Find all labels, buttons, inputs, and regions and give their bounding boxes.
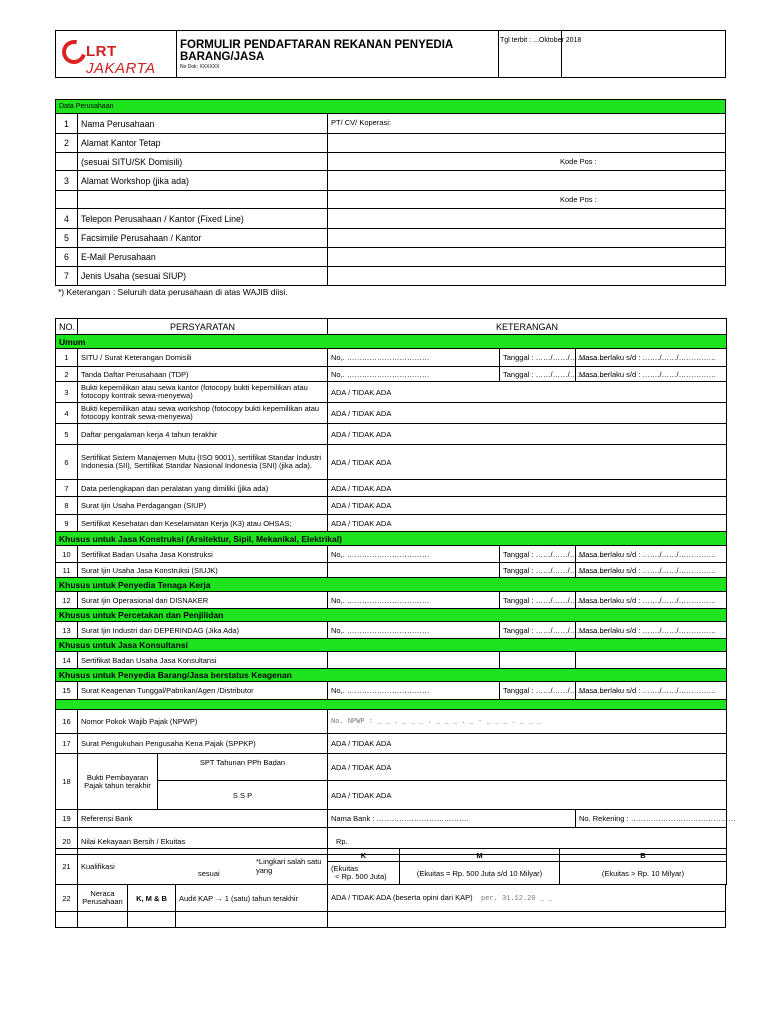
form-title: FORMULIR PENDAFTARAN REKANAN PENYEDIA BARANG/JASA bbox=[180, 39, 453, 63]
doc-number-field[interactable]: No,. …………………………… bbox=[328, 546, 500, 563]
req-row-5: 5 Daftar pengalaman kerja 4 tahun terakhir ADA / TIDAK ADA bbox=[56, 424, 727, 445]
date-field[interactable]: Tanggal : ……/……/………….. bbox=[500, 546, 576, 563]
doc-number: No Dok: XXXXXX bbox=[180, 64, 220, 70]
doc-number-field[interactable]: No,. …………………………… bbox=[328, 367, 500, 382]
company-row: 5 Facsimile Perusahaan / Kantor bbox=[56, 229, 726, 248]
date-field[interactable]: Tanggal : ……/……/………….. bbox=[500, 563, 576, 578]
company-name-field[interactable]: PT/ CV/ Koperasi: bbox=[328, 114, 726, 134]
company-row: 1 Nama Perusahaan PT/ CV/ Koperasi: bbox=[56, 114, 726, 134]
company-row: 7 Jenis Usaha (sesuai SIUP) bbox=[56, 267, 726, 286]
workshop-postcode-field[interactable]: Kode Pos : bbox=[328, 191, 726, 209]
req-row-16: 16 Nomor Pokok Wajib Pajak (NPWP) No. NPWP : _ _ . _ _ _ . _ _ _ . _ - _ _ _ . _ _ _ bbox=[56, 710, 727, 734]
req-row-2: 2 Tanda Daftar Perusahaan (TDP) No,. …………………………… Tanggal : ……/……/………….. Masa berlaku s/d : ……./……/…………… bbox=[56, 367, 727, 382]
qualification-table: 21 Kualifikasi *Lingkari salah satu yang sesuai K M B (Ekuitas < Rp. 500 Juta) (Ekuitas = Rp. 500 Juta s/d 10 Milyar) (Ekuitas > Rp. 10 Milyar) bbox=[55, 848, 727, 885]
req-row-7: 7 Data perlengkapan dan peralatan yang dimiliki (jika ada) ADA / TIDAK ADA bbox=[56, 480, 727, 497]
availability-field[interactable]: ADA / TIDAK ADA bbox=[328, 781, 727, 810]
audit-field[interactable]: ADA / TIDAK ADA (beserta opini dari KAP) per. 31.12.20 _ _ bbox=[328, 885, 726, 912]
section-umum: Umum bbox=[56, 335, 727, 349]
availability-field[interactable]: ADA / TIDAK ADA bbox=[328, 515, 727, 532]
section-tenaga-kerja: Khusus untuk Penyedia Tenaga Kerja bbox=[56, 578, 727, 592]
col-no: NO. bbox=[56, 319, 78, 335]
fax-field[interactable] bbox=[328, 229, 726, 248]
req-row-22: 22 Neraca Perusahaan K, M & B Audit KAP → 1 (satu) tahun terakhir ADA / TIDAK ADA (beserta opini dari KAP) per. 31.12.20 _ _ bbox=[56, 885, 726, 912]
qual-m-header: M bbox=[400, 849, 560, 862]
req-row-15: 15 Surat Keagenan Tunggal/Pabrikan/Agen /Distributor No,. …………………………… Tanggal : ……/……/………….. Masa berlaku s/d : ……./……/…………… bbox=[56, 682, 727, 700]
qual-k-header: K bbox=[328, 849, 400, 862]
company-row: 2 Alamat Kantor Tetap bbox=[56, 134, 726, 153]
business-type-field[interactable] bbox=[328, 267, 726, 286]
email-field[interactable] bbox=[328, 248, 726, 267]
req-row-6: 6 Sertifikat Sistem Manajemen Mutu (ISO 9001), sertifikat Standar Industri Indonesia (SII), Sertifikat Standar Nasional Indonesia (SNI) (jika ada). ADA / TIDAK ADA bbox=[56, 445, 727, 480]
availability-field[interactable]: ADA / TIDAK ADA bbox=[328, 403, 727, 424]
availability-field[interactable]: ADA / TIDAK ADA bbox=[328, 445, 727, 480]
qual-b-option[interactable]: (Ekuitas > Rp. 10 Milyar) bbox=[560, 862, 727, 885]
company-data-table bbox=[55, 99, 726, 286]
date-field[interactable]: Tanggal : ……/……/………….. bbox=[500, 367, 576, 382]
col-requirement: PERSYARATAN bbox=[78, 319, 328, 335]
logo-suffix: JAKARTA bbox=[86, 60, 156, 77]
expiry-field[interactable]: Masa berlaku s/d : ……./……/…………… bbox=[576, 592, 727, 609]
company-section-title: Data Perusahaan bbox=[56, 100, 726, 114]
phone-field[interactable] bbox=[328, 209, 726, 229]
workshop-address-field[interactable] bbox=[328, 171, 726, 191]
company-note: *) Keterangan : Seluruh data perusahaan di atas WAJIB diisi. bbox=[58, 287, 288, 297]
npwp-field[interactable]: No. NPWP : _ _ . _ _ _ . _ _ _ . _ - _ _ _ . _ _ _ bbox=[328, 710, 727, 734]
date-field[interactable]: Tanggal : ……/……/………….. bbox=[500, 349, 576, 367]
req-row-12: 12 Surat Ijin Operasional dari DISNAKER No,. …………………………… Tanggal : ……/……/………….. Masa berlaku s/d : ……./……/…………… bbox=[56, 592, 727, 609]
doc-number-field[interactable]: No,. …………………………… bbox=[328, 349, 500, 367]
company-row: 4 Telepon Perusahaan / Kantor (Fixed Line) bbox=[56, 209, 726, 229]
requirements-table bbox=[55, 318, 736, 855]
office-postcode-field[interactable]: Kode Pos : bbox=[328, 153, 726, 171]
doc-number-field[interactable]: No,. …………………………… bbox=[328, 682, 500, 700]
availability-field[interactable]: ADA / TIDAK ADA bbox=[328, 734, 727, 754]
form-header bbox=[55, 30, 726, 78]
section-konsultansi: Khusus untuk Jasa Konsultansi bbox=[56, 639, 727, 652]
col-keterangan: KETERANGAN bbox=[328, 319, 727, 335]
availability-field[interactable]: ADA / TIDAK ADA bbox=[328, 480, 727, 497]
req-row-19: 19 Referensi Bank Nama Bank : ………………………………. No. Rekening : …………………………………… bbox=[56, 810, 727, 828]
section-keagenan: Khusus untuk Penyedia Barang/Jasa berstatus Keagenan bbox=[56, 669, 727, 682]
company-row: 3 Alamat Workshop (jika ada) bbox=[56, 171, 726, 191]
expiry-field[interactable]: Masa berlaku s/d : ……./……/…………… bbox=[576, 546, 727, 563]
req-row-3: 3 Bukti kepemilikan atau sewa kantor (fotocopy bukti kepemilikan atau fotocopy kontrak sewa-menyewa) ADA / TIDAK ADA bbox=[56, 382, 727, 403]
req-row-8: 8 Surat Ijin Usaha Perdagangan (SIUP) ADA / TIDAK ADA bbox=[56, 497, 727, 515]
office-address-field[interactable] bbox=[328, 134, 726, 153]
qual-m-option[interactable]: (Ekuitas = Rp. 500 Juta s/d 10 Milyar) bbox=[400, 862, 560, 885]
account-number-field[interactable]: No. Rekening : …………………………………… bbox=[576, 810, 727, 828]
req-row-18b: S S P ADA / TIDAK ADA bbox=[56, 781, 727, 810]
date-field[interactable]: Tanggal : ……/……/………….. bbox=[500, 592, 576, 609]
qual-k-option[interactable]: (Ekuitas < Rp. 500 Juta) bbox=[328, 862, 400, 885]
qual-b-header: B bbox=[560, 849, 727, 862]
availability-field[interactable]: ADA / TIDAK ADA bbox=[328, 382, 727, 403]
section-konstruksi: Khusus untuk Jasa Konstruksi (Arsitektur, Sipil, Mekanikal, Elektrikal) bbox=[56, 532, 727, 546]
expiry-field[interactable]: Masa berlaku s/d : ……./……/…………… bbox=[576, 622, 727, 639]
company-row bbox=[56, 191, 726, 209]
expiry-field[interactable]: Masa berlaku s/d : ……./……/…………… bbox=[576, 682, 727, 700]
availability-field[interactable]: ADA / TIDAK ADA bbox=[328, 424, 727, 445]
equity-field[interactable]: Rp. bbox=[328, 828, 727, 855]
balance-table bbox=[55, 884, 726, 928]
req-row-18: 18 Bukti Pembayaran Pajak tahun terakhir SPT Tahunan PPh Badan ADA / TIDAK ADA bbox=[56, 754, 727, 781]
req-row-11: 11 Surat Ijin Usaha Jasa Konstruksi (SIUJK) Tanggal : ……/……/………….. Masa berlaku s/d : ……./……/…………… bbox=[56, 563, 727, 578]
logo-prefix: LRT bbox=[86, 43, 117, 60]
req-row-13: 13 Surat Ijin Industri dari DEPERINDAG (Jika Ada) No,. …………………………… Tanggal : ……/……/………….. Masa berlaku s/d : ……./……/…………… bbox=[56, 622, 727, 639]
req-row-10: 10 Sertifikat Badan Usaha Jasa Konstruksi No,. …………………………… Tanggal : ……/……/………….. Masa berlaku s/d : ……./……/…………… bbox=[56, 546, 727, 563]
doc-number-field[interactable]: No,. …………………………… bbox=[328, 592, 500, 609]
expiry-field[interactable]: Masa berlaku s/d : ……./……/…………… bbox=[576, 563, 727, 578]
req-row-17: 17 Surat Pengukuhan Pengusaha Kena Pajak (SPPKP) ADA / TIDAK ADA bbox=[56, 734, 727, 754]
lrt-logo bbox=[60, 37, 172, 77]
req-row-14: 14 Sertifikat Badan Usaha Jasa Konsultansi bbox=[56, 652, 727, 669]
availability-field[interactable]: ADA / TIDAK ADA bbox=[328, 754, 727, 781]
date-field[interactable]: Tanggal : ……/……/………….. bbox=[500, 622, 576, 639]
date-field[interactable]: Tanggal : ……/……/………….. bbox=[500, 682, 576, 700]
company-row: 6 E-Mail Perusahaan bbox=[56, 248, 726, 267]
company-row: (sesuai SITU/SK Domisili) Kode Pos : bbox=[56, 153, 726, 171]
req-row-20: 20 Nilai Kekayaan Bersih / Ekuitas Rp. bbox=[56, 828, 727, 855]
issue-date: Tgl terbit : ...Oktober 2018 bbox=[500, 37, 582, 44]
doc-number-field[interactable]: No,. …………………………… bbox=[328, 622, 500, 639]
bank-name-field[interactable]: Nama Bank : ………………………………. bbox=[328, 810, 576, 828]
expiry-field[interactable]: Masa berlaku s/d : ……./……/…………… bbox=[576, 367, 727, 382]
req-row-4: 4 Bukti kepemilikan atau sewa workshop (fotocopy bukti kepemilikan atau fotocopy kontrak sewa-menyewa) ADA / TIDAK ADA bbox=[56, 403, 727, 424]
expiry-field[interactable]: Masa berlaku s/d : ……./……/…………… bbox=[576, 349, 727, 367]
req-row-1: 1 SITU / Surat Keterangan Domisili No,. …………………………… Tanggal : ……/……/………….. Masa berlaku s/d : ……./……/…………… bbox=[56, 349, 727, 367]
req-row-9: 9 Sertifikat Kesehatan dan Keselamatan Kerja (K3) atau OHSAS; ADA / TIDAK ADA bbox=[56, 515, 727, 532]
section-percetakan: Khusus untuk Percetakan dan Penjilidan bbox=[56, 609, 727, 622]
availability-field[interactable]: ADA / TIDAK ADA bbox=[328, 497, 727, 515]
